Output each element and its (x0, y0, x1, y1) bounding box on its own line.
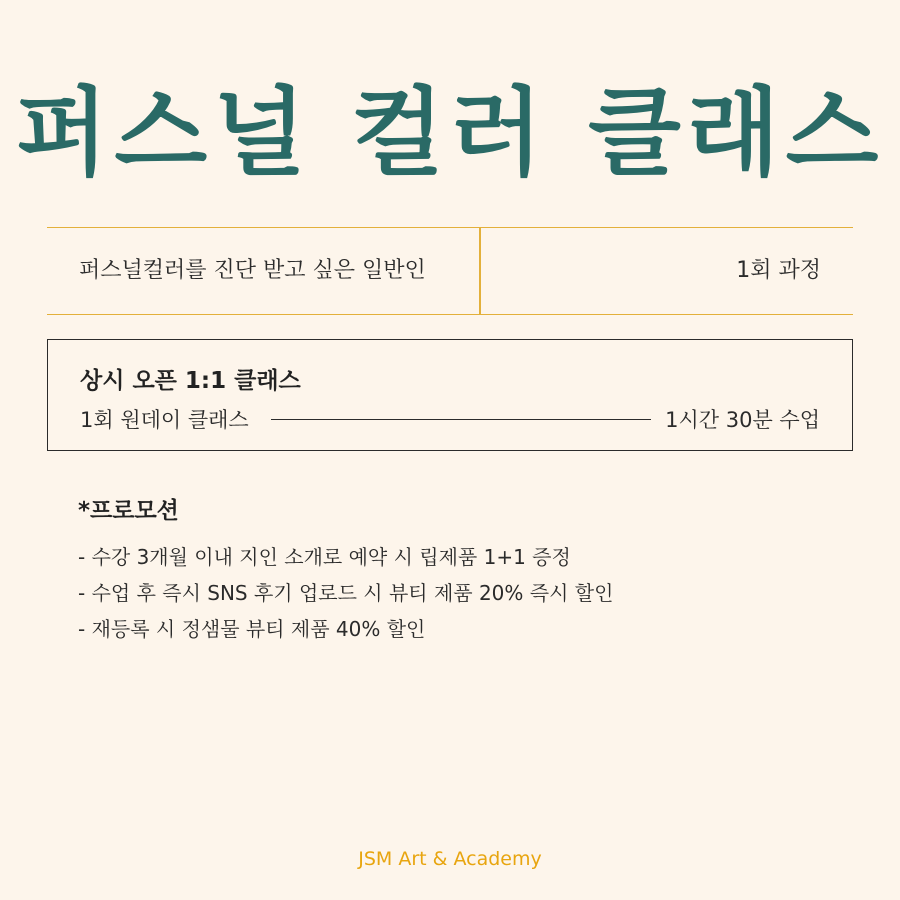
promotion-item: - 재등록 시 정샘물 뷰티 제품 40% 할인 (78, 617, 426, 641)
class-duration: 1시간 30분 수업 (665, 408, 820, 432)
info-row (47, 227, 853, 315)
info-divider (479, 228, 481, 314)
dotted-leader-rule (271, 419, 651, 420)
class-box (47, 339, 853, 451)
class-name: 1회 원데이 클래스 (80, 408, 249, 432)
page-title: 퍼스널 컬러 클래스 (15, 77, 885, 189)
target-audience: 퍼스널컬러를 진단 받고 싶은 일반인 (79, 258, 426, 283)
footer-brand: JSM Art & Academy (358, 848, 542, 870)
promotion-item: - 수업 후 즉시 SNS 후기 업로드 시 뷰티 제품 20% 즉시 할인 (78, 581, 614, 605)
class-heading: 상시 오픈 1:1 클래스 (80, 368, 301, 394)
promotion-title: *프로모션 (78, 498, 179, 524)
promotion-section (78, 492, 613, 647)
session-count: 1회 과정 (736, 258, 821, 283)
class-detail-line (80, 404, 820, 434)
promotion-item: - 수강 3개월 이내 지인 소개로 예약 시 립제품 1+1 증정 (78, 545, 571, 569)
